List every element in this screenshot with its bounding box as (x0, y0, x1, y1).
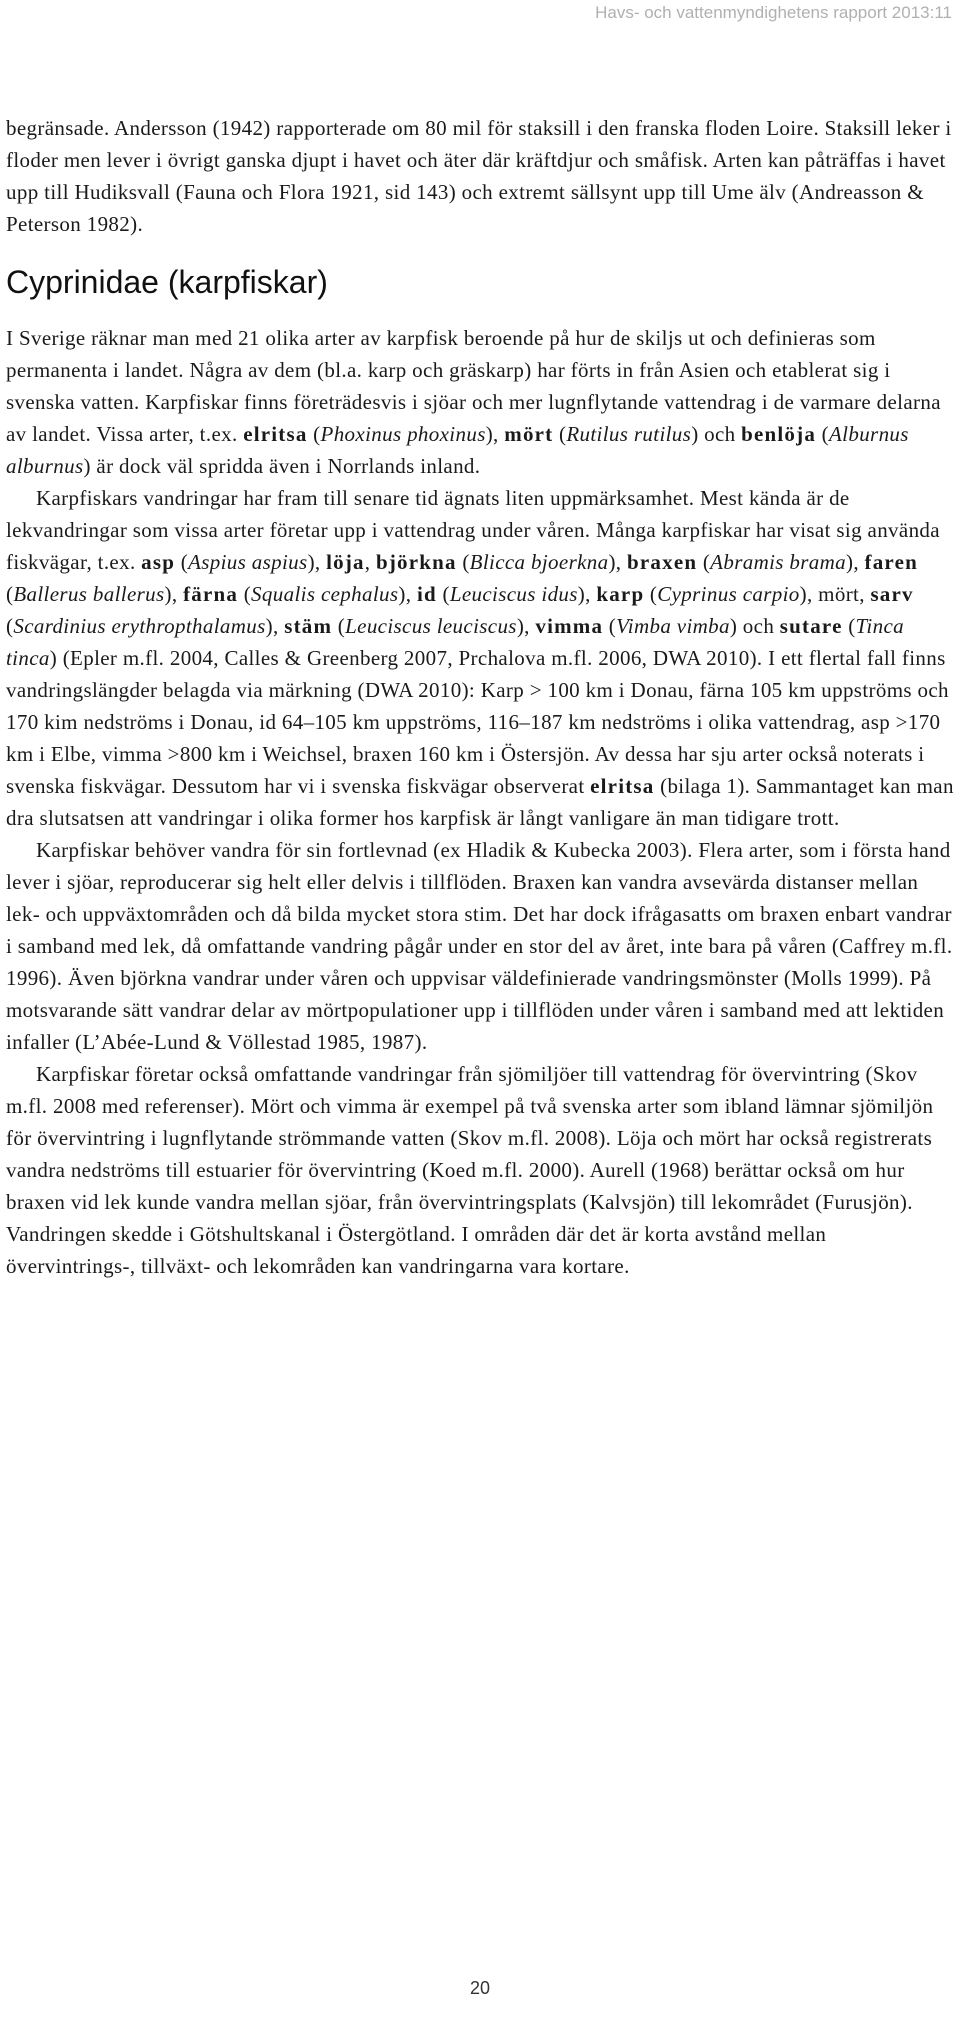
species-name: id (416, 582, 437, 606)
species-name: vimma (535, 614, 604, 638)
text-run: , (364, 550, 376, 574)
species-name: karp (596, 582, 645, 606)
latin-name: Tinca tinca (6, 614, 904, 670)
latin-name: Cyprinus carpio (657, 582, 800, 606)
latin-name: Rutilus rutilus (566, 422, 692, 446)
species-name: stäm (284, 614, 333, 638)
text-run: ) (Epler m.fl. 2004, Calles & Greenberg 2007, Prchalova m.fl. 2006, DWA 2010). I ett flertal fall finns vandringslängder belagda via märkning (DWA 2010): Karp > 100 km i Donau, färna 105 km uppströms och 170 kim nedströms i Donau, id 64–105 km uppströms, 116–187 km nedströms i olika vattendrag, asp >170 km i Elbe, vimma >800 km i Weichsel, braxen 160 km i Östersjön. Av dessa har sju arter också noterats i svenska fiskvägar. Dessutom har vi i svenska fiskvägar observerat (6, 646, 949, 798)
text-run: ( (238, 582, 252, 606)
species-name: braxen (627, 550, 698, 574)
paragraph-3: Karpfiskar behöver vandra för sin fortlevnad (ex Hladik & Kubecka 2003). Flera arter, som i första hand lever i sjöar, reproducerar sig helt eller delvis i tillflöden. Braxen kan vandra avsevärda distanser mellan lek- och uppväxtområden och då bilda mycket stora stim. Det har dock ifrågasatts om braxen enbart vandrar i samband med lek, då omfattande vandring pågår under en stor del av året, inte bara på våren (Caffrey m.fl. 1996). Även björkna vandrar under våren och uppvisar väldefinierade vandringsmönster (Molls 1999). På motsvarande sätt vandrar delar av mörtpopulationer upp i tillflöden under våren i samband med att lektiden infaller (L’Abée-Lund & Völlestad 1985, 1987). (6, 838, 953, 1054)
text-run: Karpfiskars vandringar har fram till senare tid ägnats liten uppmärksamhet. Mest kända är de lekvandringar som vissa arter företar upp i vattendrag under våren. Många karpfiskar har visat sig använda fiskvägar, t.ex. (6, 486, 940, 574)
latin-name: Aspius aspius (188, 550, 308, 574)
text-run: ( (553, 422, 567, 446)
text-run: ), (265, 614, 285, 638)
text-run: ), (398, 582, 417, 606)
text-run: ( (816, 422, 829, 446)
paragraph-4: Karpfiskar företar också omfattande vandringar från sjömiljöer till vattendrag för övervintring (Skov m.fl. 2008 med referenser). Mört och vimma är exempel på två svenska arter som ibland lämnar sjömiljön för övervintring i lugnflytande strömmande vatten (Skov m.fl. 2008). Löja och mört har också registrerats vandra nedströms till estuarier för övervintring (Koed m.fl. 2000). Aurell (1968) berättar också om hur braxen vid lek kunde vandra mellan sjöar, från övervintringsplats (Kalvsjön) till lekområdet (Furusjön). Vandringen skedde i Götshultskanal i Östergötland. I områden där det är korta avstånd mellan övervintrings-, tillväxt- och lekområden kan vandringarna vara kortare. (6, 1062, 934, 1278)
text-run: ( (175, 550, 189, 574)
latin-name: Phoxinus phoxinus (320, 422, 486, 446)
species-name: löja (326, 550, 365, 574)
text-run: ), (845, 550, 865, 574)
text-run: I Sverige räknar man med 21 olika arter av karpfisk beroende på hur de skiljs ut och definieras som permanenta i landet. Några av dem (bl.a. karp och gräskarp) har förts in från Asien och etablerat sig i svenska vatten. Karpfiskar finns företrädesvis i sjöar och mer lugnflytande vattendrag i de varmare delarna av landet. Vissa arter, t.ex. (6, 326, 941, 446)
section-heading: Cyprinidae (karpfiskar) (6, 264, 328, 300)
intro-paragraph: begränsade. Andersson (1942) rapporterade om 80 mil för staksill i den franska floden Loire. Staksill leker i floder men lever i övrigt ganska djupt i havet och äter där kräftdjur och småfisk. Arten kan påträffas i havet upp till Hudiksvall (Fauna och Flora 1921, sid 143) och extremt sällsynt upp till Ume älv (Andreasson & Peterson 1982). (6, 116, 952, 236)
text-run: ), (577, 582, 597, 606)
paragraph-2 (6, 482, 954, 834)
text-run: ( (842, 614, 856, 638)
latin-name: Scardinius erythropthalamus (13, 614, 266, 638)
species-name: faren (864, 550, 918, 574)
text-run: ), (307, 550, 327, 574)
latin-name: Blicca bjoerkna (469, 550, 609, 574)
text-run: ( (603, 614, 617, 638)
species-name: sutare (779, 614, 843, 638)
latin-name: Leuciscus leuciscus (345, 614, 517, 638)
latin-name: Ballerus ballerus (13, 582, 165, 606)
latin-name: Alburnus alburnus (6, 422, 909, 478)
running-header: Havs- och vattenmyndighetens rapport 2013:11 (595, 3, 952, 22)
text-run: ( (6, 614, 14, 638)
text-run: ), (516, 614, 536, 638)
species-name: björkna (375, 550, 457, 574)
latin-name: Abramis brama (710, 550, 846, 574)
text-run: ), (164, 582, 184, 606)
text-run: ) och (691, 422, 742, 446)
text-run: ( (697, 550, 711, 574)
text-run: ( (436, 582, 450, 606)
species-name: asp (141, 550, 176, 574)
text-run: ), mört, (799, 582, 871, 606)
text-run: ( (644, 582, 658, 606)
species-name: sarv (870, 582, 914, 606)
latin-name: Vimba vimba (616, 614, 730, 638)
text-run: ) är dock väl spridda även i Norrlands inland. (83, 454, 481, 478)
species-name: färna (183, 582, 239, 606)
text-run: (bilaga 1). Sammantaget kan man dra slutsatsen att vandringar i olika former hos karpfisk är långt vanligare än man tidigare trott. (6, 774, 954, 830)
species-name: mört (504, 422, 554, 446)
text-run: ), (608, 550, 628, 574)
text-run: ( (456, 550, 470, 574)
text-run: ( (332, 614, 346, 638)
text-run: ( (307, 422, 321, 446)
species-name: benlöja (741, 422, 817, 446)
text-run: ), (485, 422, 505, 446)
paragraph-1 (6, 322, 954, 482)
latin-name: Squalis cephalus (251, 582, 399, 606)
species-name: elritsa (590, 774, 655, 798)
document-body (6, 112, 954, 1282)
text-run: ) och (729, 614, 780, 638)
page-number: 20 (469, 1978, 491, 1998)
text-run: ( (6, 582, 14, 606)
latin-name: Leuciscus idus (449, 582, 578, 606)
species-name: elritsa (243, 422, 308, 446)
